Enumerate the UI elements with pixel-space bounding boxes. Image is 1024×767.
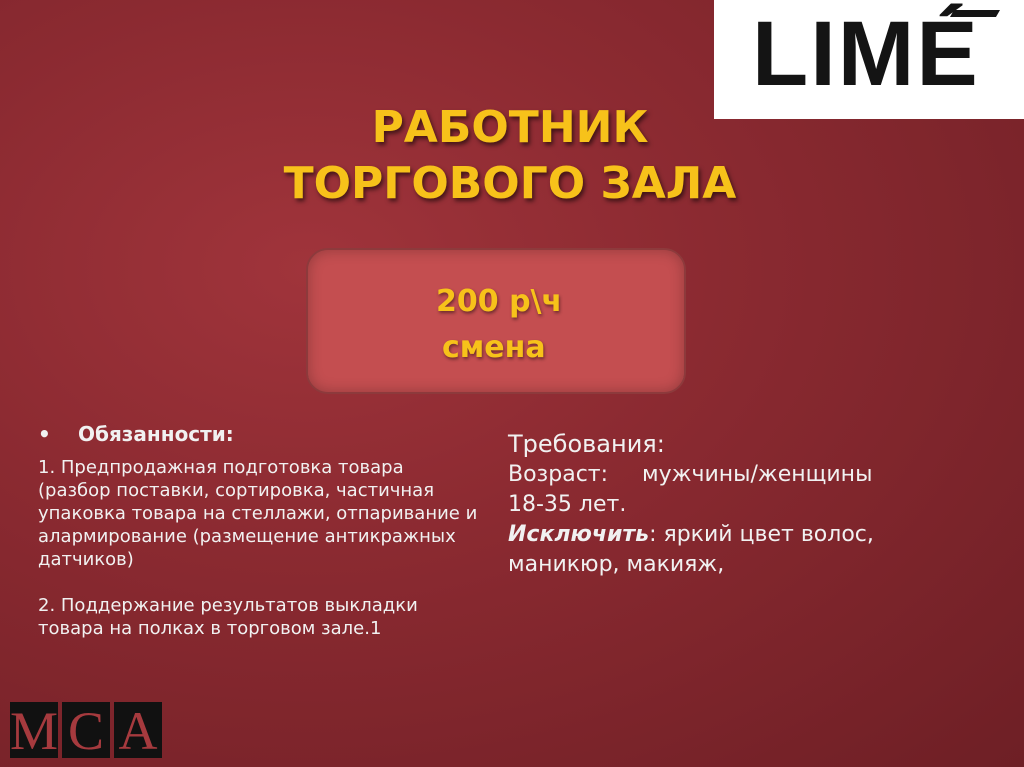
requirements-colon: : [656, 430, 665, 458]
mca-letter-c: C [62, 702, 110, 758]
requirements-heading-row [508, 428, 1008, 460]
duties-heading-row [38, 420, 478, 448]
price-unit: смена [442, 330, 546, 365]
page-title [250, 100, 770, 212]
duties-heading: Обязанности: [78, 422, 234, 446]
duties-section [38, 420, 478, 640]
age-row [508, 460, 1008, 490]
title-line-1: РАБОТНИК [371, 102, 649, 153]
mca-logo [10, 701, 162, 761]
exclude-row [508, 520, 1008, 550]
title-line-2: ТОРГОВОГО ЗАЛА [283, 158, 737, 209]
age-range: 18-35 лет. [508, 492, 627, 517]
exclude-text: : яркий цвет волос, [649, 522, 874, 547]
price-box [306, 248, 686, 394]
exclude-label: Исключить [508, 522, 650, 547]
requirements-heading: Требования [508, 430, 657, 458]
price-rate: 200 р\ч [436, 284, 563, 319]
exclude-text-2: маникюр, макияж, [508, 552, 725, 577]
age-value: мужчины/женщины [642, 462, 873, 487]
logo-text: LIMÉ [752, 3, 980, 105]
duty-item-1: 1. Предпродажная подготовка товара (разбор поставки, сортировка, частичная упаковка товара на стеллажи, отпаривание и алармирование (размещение антикражных датчиков) [38, 457, 478, 570]
mca-letter-a: A [114, 702, 162, 758]
mca-letter-m: M [10, 701, 59, 761]
age-label: Возраст: [508, 462, 609, 487]
bullet-icon: • [38, 422, 51, 446]
requirements-section [508, 428, 1008, 580]
duty-item-2: 2. Поддержание результатов выкладки товара на полках в торговом зале.1 [38, 595, 418, 639]
